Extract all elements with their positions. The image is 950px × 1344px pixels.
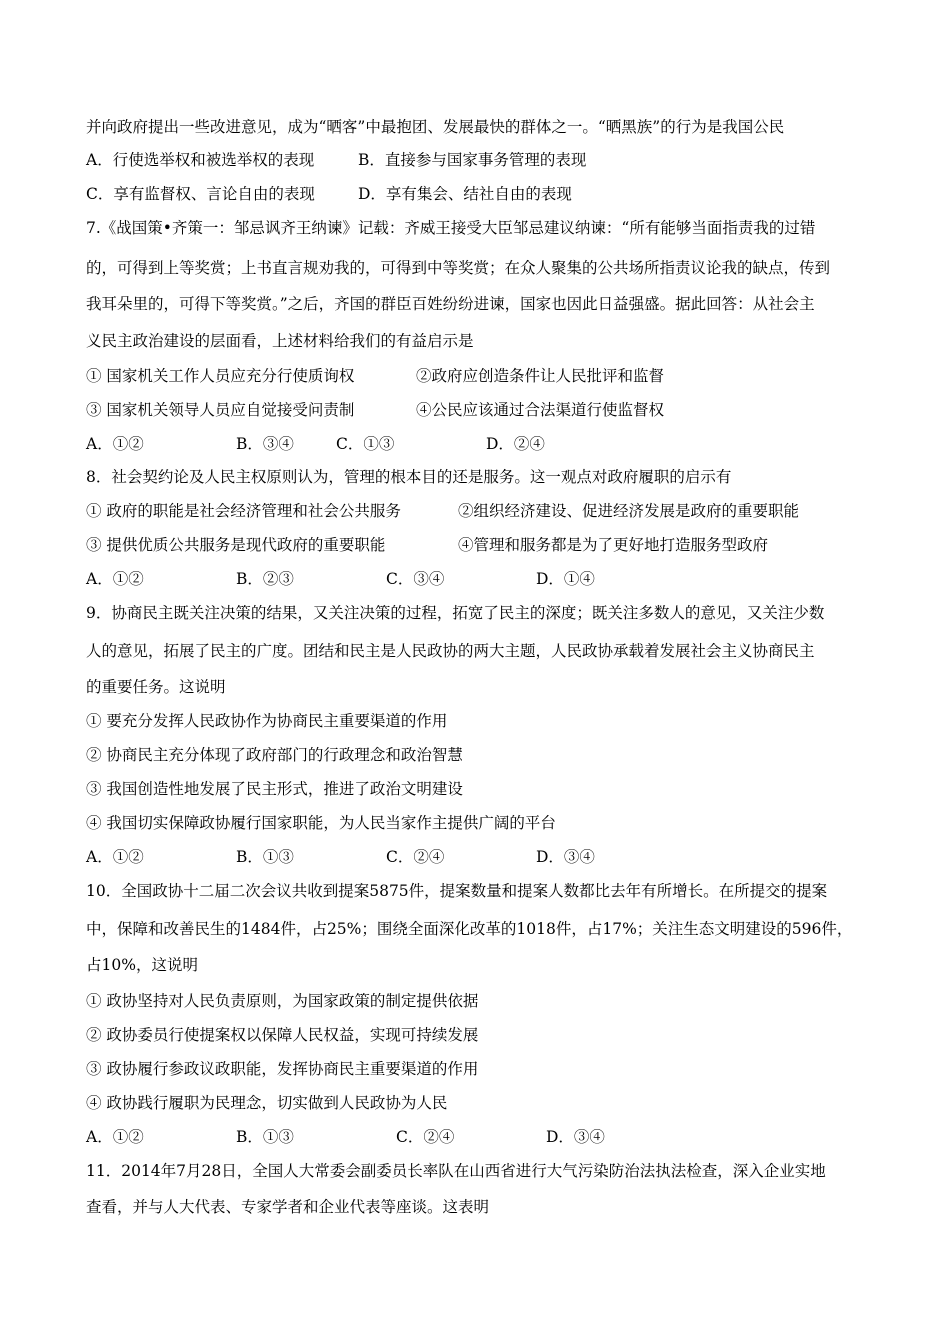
q10-statement-4: ④ 政协践行履职为民理念，切实做到人民政协为人民 bbox=[86, 1094, 448, 1112]
q10-option-a: A．①② bbox=[86, 1128, 144, 1146]
q7-option-c: C．①③ bbox=[336, 435, 395, 453]
q7-stem-line-1: 7.《战国策•齐策一：邹忌讽齐王纳谏》记载：齐威王接受大臣邹忌建议纳谏：“所有能够当面指责我的过错 bbox=[86, 219, 816, 237]
q8-statement-4: ④管理和服务都是为了更好地打造服务型政府 bbox=[458, 536, 769, 554]
q9-option-a: A．①② bbox=[86, 848, 144, 866]
q7-statement-3: ③ 国家机关领导人员应自觉接受问责制 bbox=[86, 401, 355, 419]
q7-option-a: A．①② bbox=[86, 435, 144, 453]
q7-option-d: D．②④ bbox=[486, 435, 545, 453]
q7-statement-2: ②政府应创造条件让人民批评和监督 bbox=[416, 367, 665, 385]
q6-option-b: B．直接参与国家事务管理的表现 bbox=[358, 151, 587, 169]
q9-stem-line-2: 人的意见，拓展了民主的广度。团结和民主是人民政协的两大主题，人民政协承载着发展社会主义协商民主 bbox=[86, 642, 815, 660]
q10-stem-line-1: 10．全国政协十二届二次会议共收到提案5875件，提案数量和提案人数都比去年有所增长。在所提交的提案 bbox=[86, 882, 828, 900]
q7-option-b: B．③④ bbox=[236, 435, 294, 453]
q10-option-c: C．②④ bbox=[396, 1128, 455, 1146]
q10-option-d: D．③④ bbox=[546, 1128, 605, 1146]
q8-stem: 8．社会契约论及人民主权原则认为，管理的根本目的还是服务。这一观点对政府履职的启示有 bbox=[86, 468, 732, 486]
q8-statement-3: ③ 提供优质公共服务是现代政府的重要职能 bbox=[86, 536, 386, 554]
q10-option-b: B．①③ bbox=[236, 1128, 294, 1146]
q9-stem-line-1: 9．协商民主既关注决策的结果，又关注决策的过程，拓宽了民主的深度；既关注多数人的意见，又关注少数 bbox=[86, 604, 825, 622]
q9-option-b: B．①③ bbox=[236, 848, 294, 866]
q9-statement-1: ① 要充分发挥人民政协作为协商民主重要渠道的作用 bbox=[86, 712, 448, 730]
q8-option-a: A．①② bbox=[86, 570, 144, 588]
q6-option-d: D．享有集会、结社自由的表现 bbox=[358, 185, 572, 203]
q9-statement-2: ② 协商民主充分体现了政府部门的行政理念和政治智慧 bbox=[86, 746, 463, 764]
q6-stem-end: 并向政府提出一些改进意见，成为“晒客”中最抱团、发展最快的群体之一。“晒黑族”的行为是我国公民 bbox=[86, 118, 785, 136]
q9-statement-4: ④ 我国切实保障政协履行国家职能，为人民当家作主提供广阔的平台 bbox=[86, 814, 556, 832]
q8-statement-2: ②组织经济建设、促进经济发展是政府的重要职能 bbox=[458, 502, 800, 520]
q10-statement-2: ② 政协委员行使提案权以保障人民权益，实现可持续发展 bbox=[86, 1026, 479, 1044]
q9-stem-line-3: 的重要任务。这说明 bbox=[86, 678, 226, 696]
q10-statement-1: ① 政协坚持对人民负责原则，为国家政策的制定提供依据 bbox=[86, 992, 479, 1010]
q7-stem-line-2: 的，可得到上等奖赏；上书直言规劝我的，可得到中等奖赏；在众人聚集的公共场所指责议论我的缺点，传到 bbox=[86, 259, 831, 277]
q7-statement-4: ④公民应该通过合法渠道行使监督权 bbox=[416, 401, 665, 419]
q9-option-c: C．②④ bbox=[386, 848, 445, 866]
q6-option-a: A．行使选举权和被选举权的表现 bbox=[86, 151, 315, 169]
q7-stem-line-4: 义民主政治建设的层面看，上述材料给我们的有益启示是 bbox=[86, 332, 474, 350]
q7-stem-line-3: 我耳朵里的，可得下等奖赏。”之后，齐国的群臣百姓纷纷进谏，国家也因此日益强盛。据此回答：从社会主 bbox=[86, 295, 815, 313]
q10-statement-3: ③ 政协履行参政议政职能，发挥协商民主重要渠道的作用 bbox=[86, 1060, 479, 1078]
q6-option-c: C．享有监督权、言论自由的表现 bbox=[86, 185, 315, 203]
q9-option-d: D．③④ bbox=[536, 848, 595, 866]
q8-option-d: D．①④ bbox=[536, 570, 595, 588]
q8-option-c: C．③④ bbox=[386, 570, 445, 588]
q11-stem-line-1: 11．2014年7月28日，全国人大常委会副委员长率队在山西省进行大气污染防治法执法检查，深入企业实地 bbox=[86, 1162, 826, 1180]
q10-stem-line-2: 中，保障和改善民生的1484件，占25%；围绕全面深化改革的1018件，占17%；关注生态文明建设的596件， bbox=[86, 920, 853, 938]
q8-option-b: B．②③ bbox=[236, 570, 294, 588]
q7-statement-1: ① 国家机关工作人员应充分行使质询权 bbox=[86, 367, 355, 385]
q9-statement-3: ③ 我国创造性地发展了民主形式，推进了政治文明建设 bbox=[86, 780, 463, 798]
q8-statement-1: ① 政府的职能是社会经济管理和社会公共服务 bbox=[86, 502, 401, 520]
q11-stem-line-2: 查看，并与人大代表、专家学者和企业代表等座谈。这表明 bbox=[86, 1198, 490, 1216]
q10-stem-line-3: 占10%，这说明 bbox=[86, 956, 198, 974]
